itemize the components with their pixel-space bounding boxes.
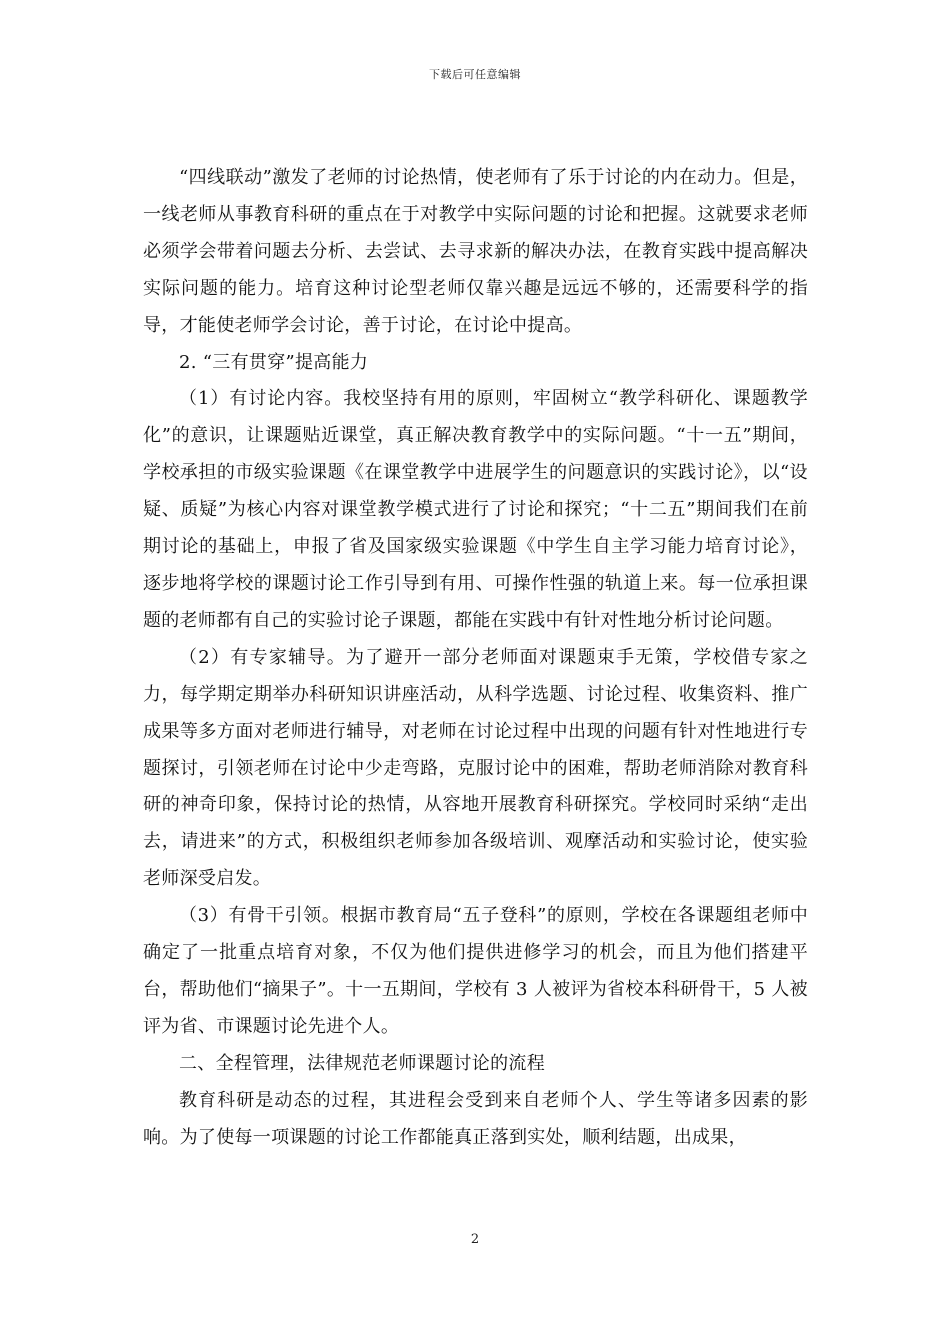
page-header: 下载后可任意编辑 [429,68,521,81]
page-number: 2 [470,1232,480,1247]
paragraph-backbone-leading: （3）有骨干引领。根据市教育局“五子登科”的原则，学校在各课题组老师中确定了一批重点培育对象，不仅为他们提供进修学习的机会，而且为他们搭建平台，帮助他们“摘果子”。十一五期间，学校有 3 人被评为省校本科研骨干，5 人被评为省、市课题讨论先进个人。 [143,905,808,1037]
paragraph-four-lines-linkage: “四线联动”激发了老师的讨论热情，使老师有了乐于讨论的内在动力。但是，一线老师从事教育科研的重点在于对教学中实际问题的讨论和把握。这就要求老师必须学会带着问题去分析、去尝试、去寻求新的解决办法，在教育实践中提高解决实际问题的能力。培育这种讨论型老师仅靠兴趣是远远不够的，还需要科学的指导，才能使老师学会讨论，善于讨论，在讨论中提高。 [143,167,808,336]
heading-process-management: 二、全程管理，法律规范老师课题讨论的流程 [179,1052,545,1074]
paragraph-expert-guidance: （2）有专家辅导。为了避开一部分老师面对课题束手无策，学校借专家之力，每学期定期举办科研知识讲座活动，从科学选题、讨论过程、收集资料、推广成果等多方面对老师进行辅导，对老师在讨论过程中出现的问题有针对性地进行专题探讨，引领老师在讨论中少走弯路，克服讨论中的困难，帮助老师消除对教育科研的神奇印象，保持讨论的热情，从容地开展教育科研探究。学校同时采纳“走出去，请进来”的方式，积极组织老师参加各级培训、观摩活动和实验讨论，使实验老师深受启发。 [143,646,808,890]
heading-three-haves: 2. “三有贯穿”提高能力 [179,351,369,373]
paragraph-research-content: （1）有讨论内容。我校坚持有用的原则，牢固树立“教学科研化、课题教学化”的意识，让课题贴近课堂，真正解决教育教学中的实际问题。“十一五”期间，学校承担的市级实验课题《在课堂教学中进展学生的问题意识的实践讨论》，以“设疑、质疑”为核心内容对课堂教学模式进行了讨论和探究；“十二五”期间我们在前期讨论的基础上，申报了省及国家级实验课题《中学生自主学习能力培育讨论》，逐步地将学校的课题讨论工作引导到有用、可操作性强的轨道上来。每一位承担课题的老师都有自己的实验讨论子课题，都能在实践中有针对性地分析讨论问题。 [143,388,808,631]
document-body [143,160,808,1156]
paragraph-dynamic-process: 教育科研是动态的过程，其进程会受到来自老师个人、学生等诸多因素的影响。为了使每一项课题的讨论工作都能真正落到实处，顺利结题，出成果， [143,1089,808,1148]
